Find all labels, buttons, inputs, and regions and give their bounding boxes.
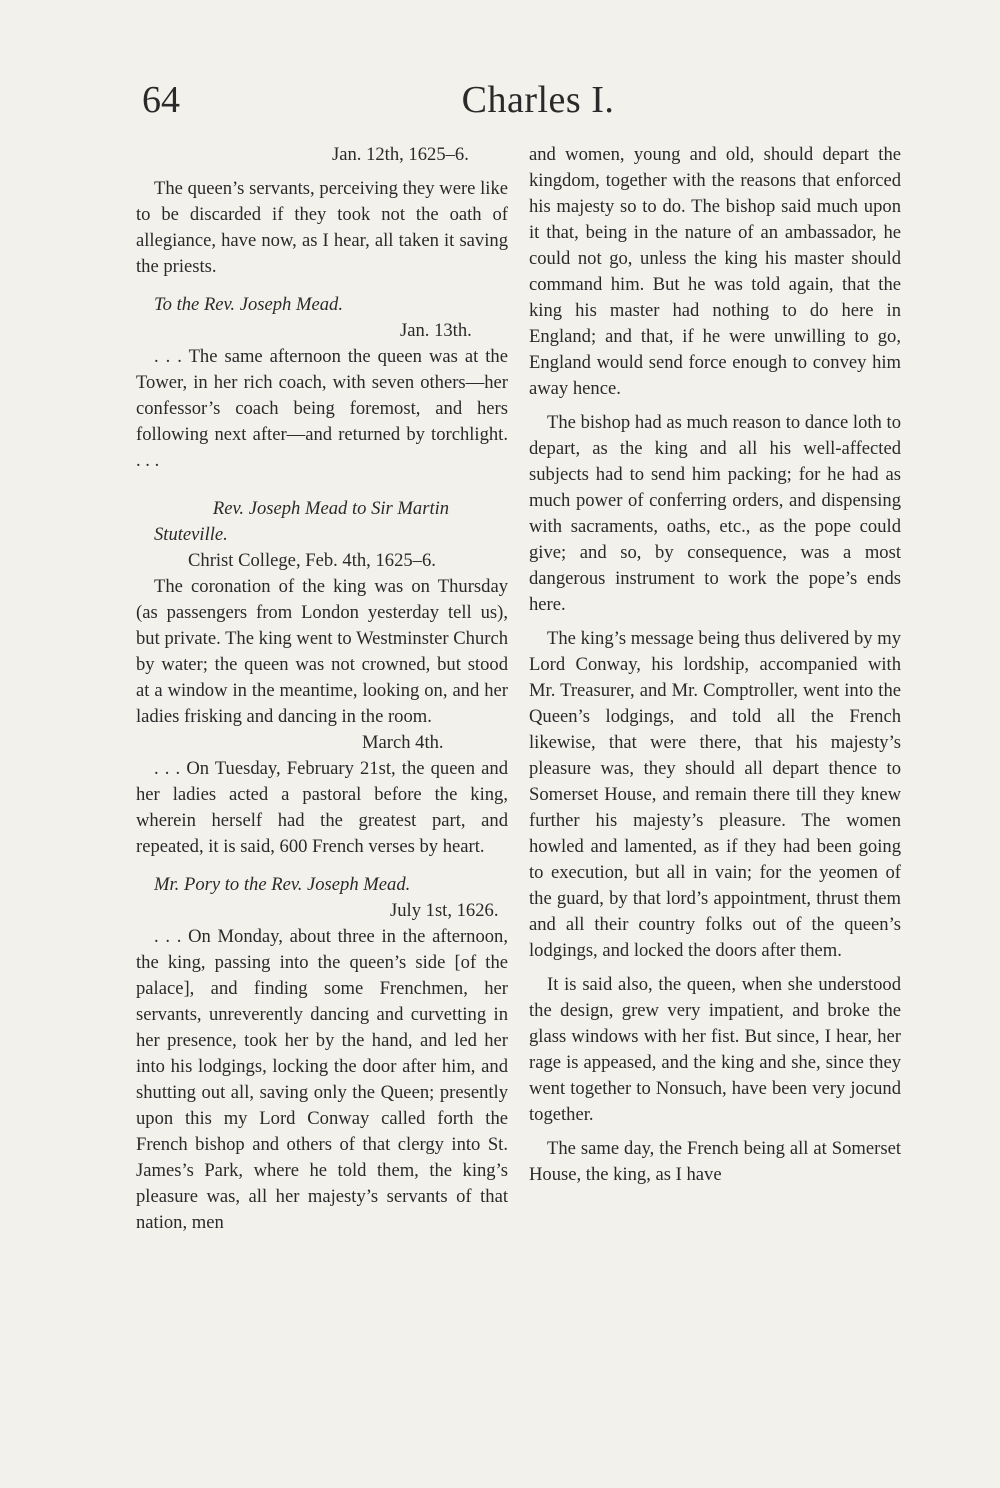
dateline: Jan. 13th.	[400, 320, 472, 341]
running-title: Charles I.	[461, 79, 615, 121]
dateline: March 4th.	[362, 732, 444, 753]
left-column	[136, 142, 508, 1236]
right-column	[529, 142, 901, 1188]
paragraph: . . . The same afternoon the queen was at the Tower, in her rich coach, with seven others—her confessor’s coach being foremost, and hers following next after—and returned by torchlight. . . .	[136, 346, 508, 471]
paragraph: The queen’s servants, perceiving they were like to be discarded if they took not the oath of allegiance, have now, as I hear, all taken it saving the priests.	[136, 178, 508, 277]
paragraph: . . . On Monday, about three in the afternoon, the king, passing into the queen’s side [of the palace], and finding some Frenchmen, her servants, unreverently dancing and curvetting in her presence, took her by the hand, and led her into his lodgings, locking the door after him, and shutting out all, saving only the Queen; presently upon this my Lord Conway called forth the French bishop and others of that clergy into St. James’s Park, where he told them, the king’s pleasure was, all her majesty’s servants of that nation, men	[136, 926, 508, 1233]
paragraph: It is said also, the queen, when she understood the design, grew very impatient, and broke the glass windows with her fist. But since, I hear, her rage is appeased, and the king and she, since they went together to Nonsuch, have been very jocund together.	[529, 974, 901, 1125]
paragraph: The bishop had as much reason to dance loth to depart, as the king and all his well-affected subjects had to send him packing; for he had as much power of conferring orders, and dispensing with sacraments, oaths, etc., as the pope could give; and so, by consequence, was a most dangerous instrument to work the pope’s ends here.	[529, 412, 901, 615]
letter-heading: To the Rev. Joseph Mead.	[154, 294, 343, 315]
paragraph: The king’s message being thus delivered by my Lord Conway, his lordship, accompanied with Mr. Treasurer, and Mr. Comptroller, went into the Queen’s lodgings, and told all the French likewise, that were there, that his majesty’s pleasure was, they should all depart thence to Somerset House, and remain there till they knew further his majesty’s pleasure. The women howled and lamented, as if they had been going to execution, but all in vain; for the yeomen of the guard, by that lord’s appointment, thrust them and all their country folks out of the queen’s lodgings, and locked the doors after them.	[529, 628, 901, 961]
paragraph: and women, young and old, should depart the kingdom, together with the reasons that enforced his majesty so to do. The bishop said much upon it that, being in the nature of an ambassador, he could not go, unless the king his master should command him. But he was told again, that the king his master had nothing to do here in England; and that, if he were unwilling to go, England would send force enough to convey him away hence.	[529, 144, 901, 399]
letter-heading: Mr. Pory to the Rev. Joseph Mead.	[154, 874, 411, 895]
dateline: Jan. 12th, 1625–6.	[332, 144, 469, 165]
dateline: Christ College, Feb. 4th, 1625–6.	[188, 550, 436, 571]
letter-heading: Rev. Joseph Mead to Sir Martin	[212, 498, 450, 519]
paragraph: The coronation of the king was on Thursday (as passengers from London yesterday tell us), but private. The king went to Westminster Church by water; the queen was not crowned, but stood at a window in the meantime, looking on, and her ladies frisking and dancing in the room.	[136, 576, 508, 727]
paragraph: The same day, the French being all at Somerset House, the king, as I have	[529, 1138, 901, 1185]
dateline: July 1st, 1626.	[390, 900, 499, 921]
page-number: 64	[142, 79, 180, 121]
letter-heading: Stuteville.	[154, 524, 228, 545]
page-header	[138, 78, 903, 130]
paragraph: . . . On Tuesday, February 21st, the queen and her ladies acted a pastoral before the king, wherein herself had the greatest part, and repeated, it is said, 600 French verses by heart.	[136, 758, 508, 857]
